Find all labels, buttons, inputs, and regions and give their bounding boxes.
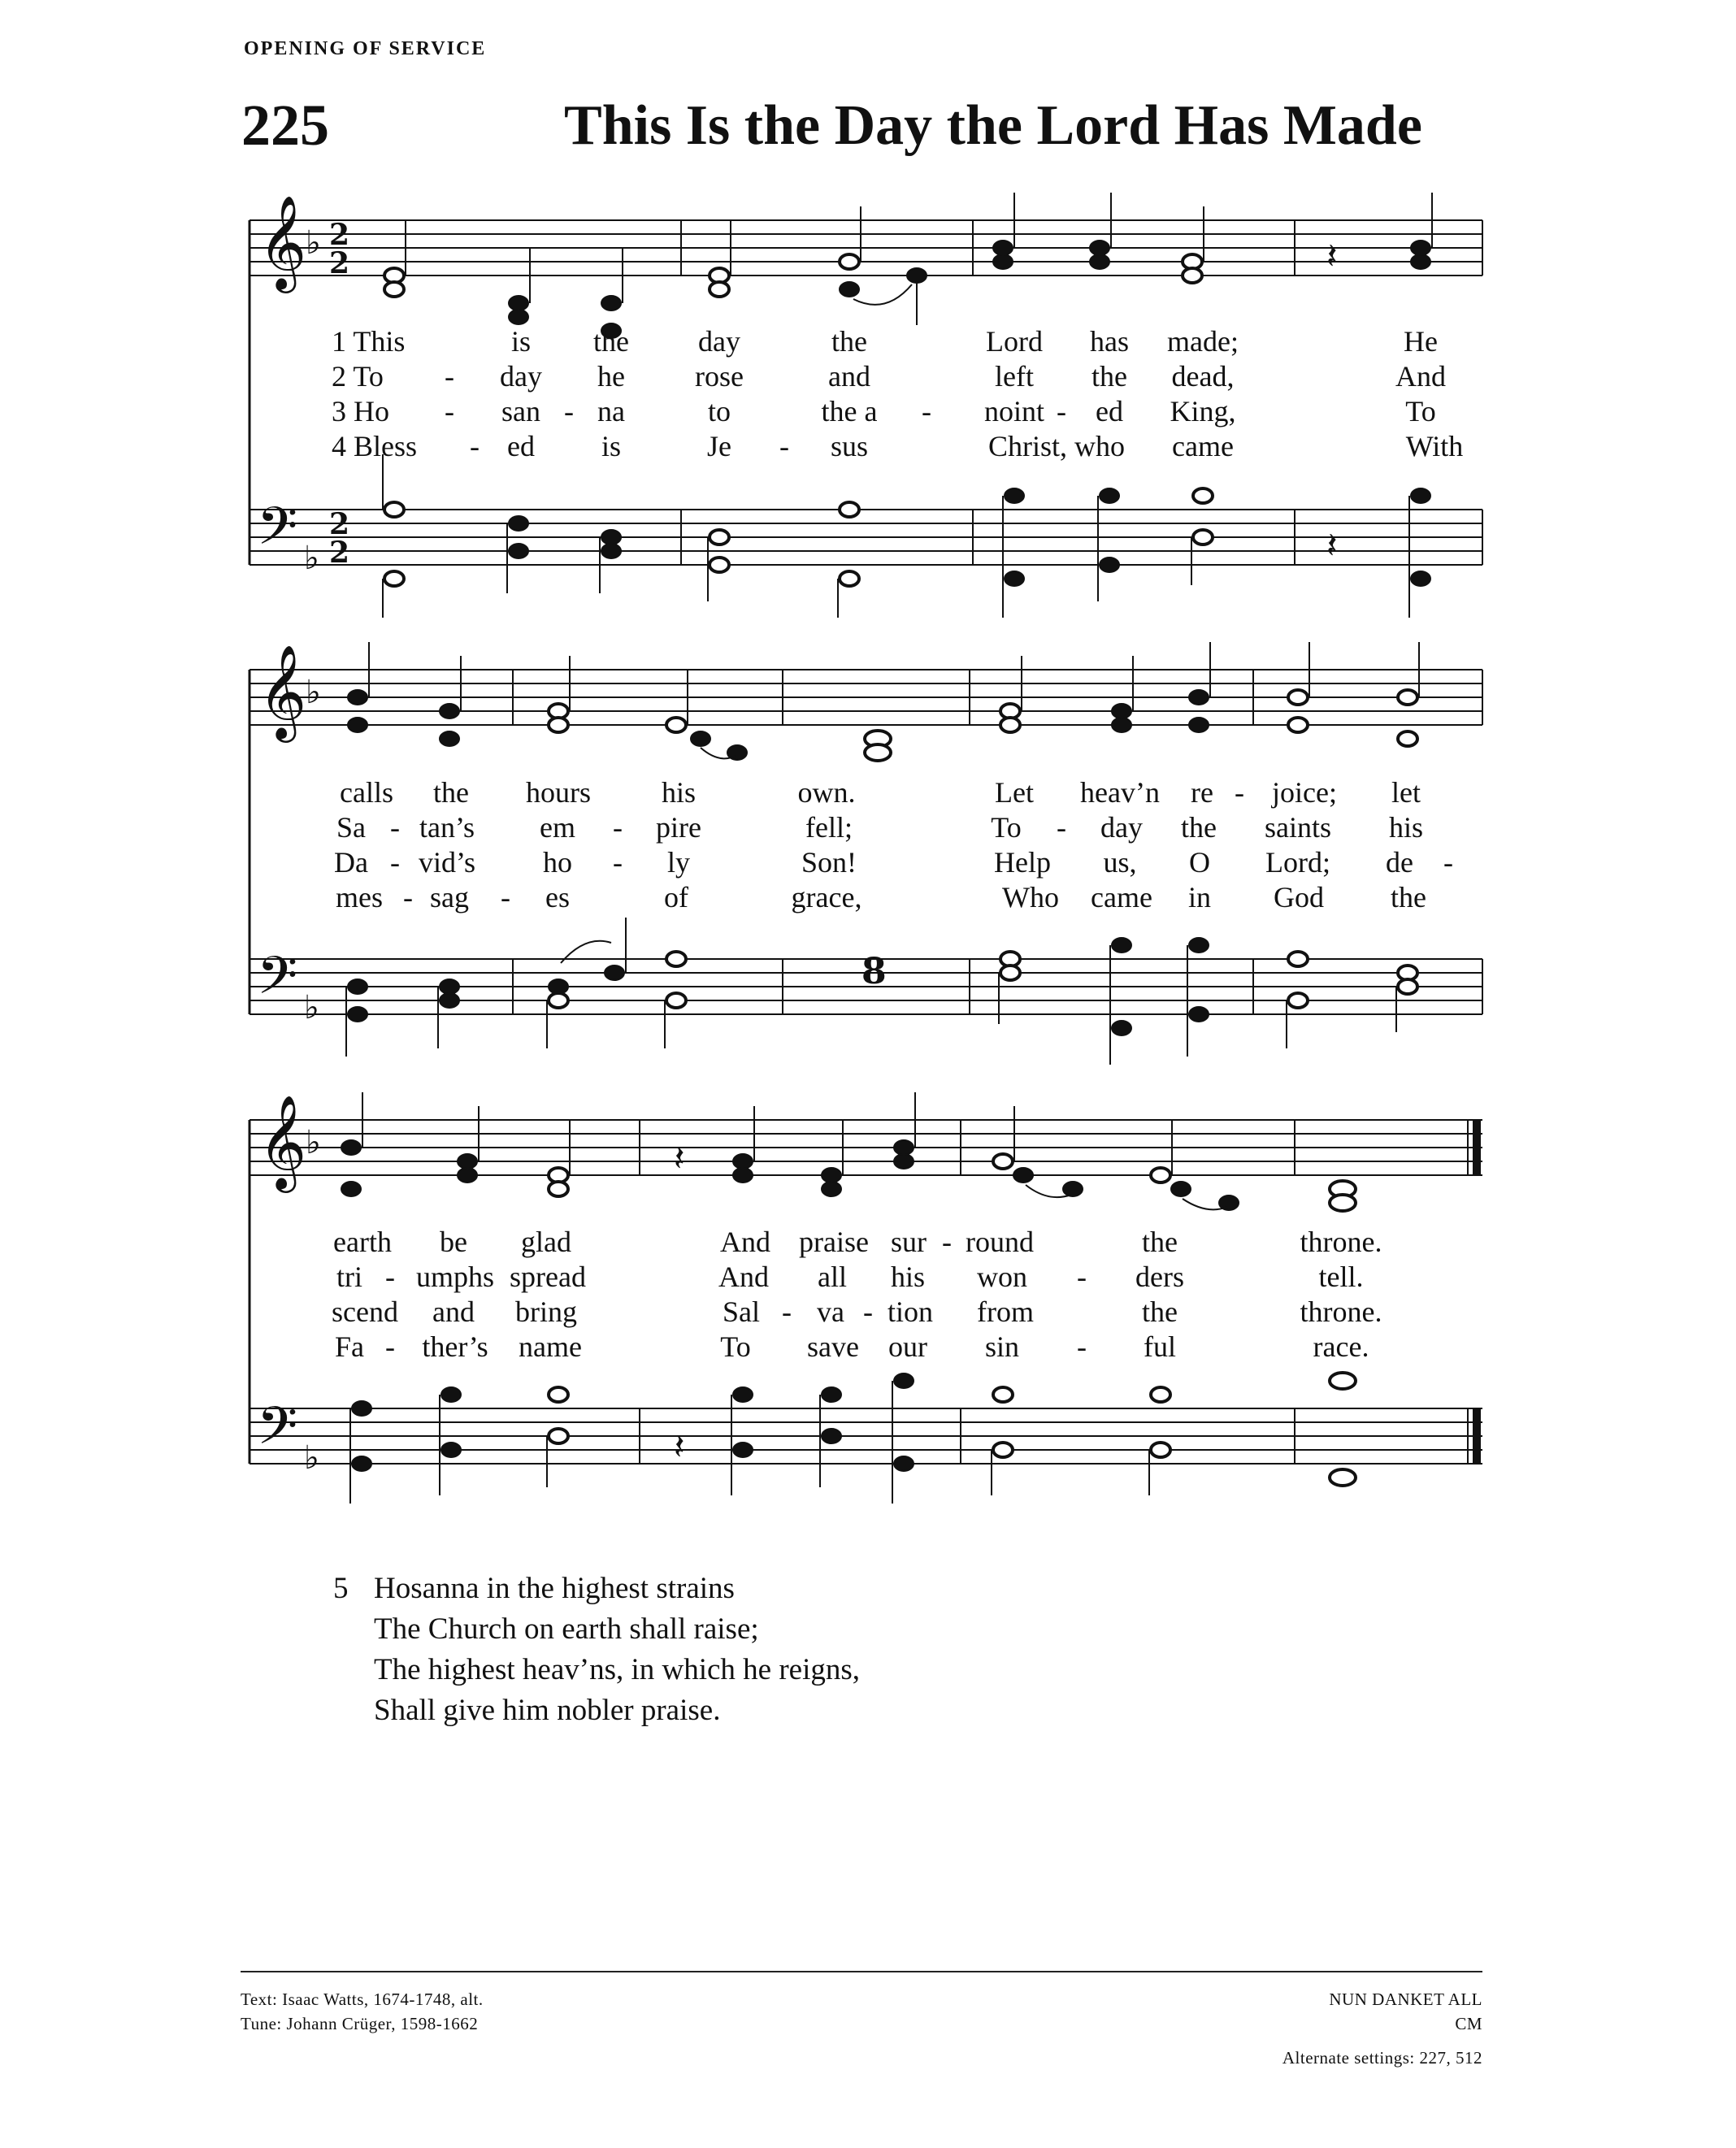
stanza-number: 5 bbox=[333, 1572, 349, 1605]
hymn-number: 225 bbox=[241, 93, 329, 158]
lyric: na bbox=[597, 395, 625, 427]
lyric: pire bbox=[656, 811, 701, 844]
svg-text:♭: ♭ bbox=[304, 540, 319, 577]
lyric: - bbox=[1057, 395, 1066, 427]
final-barline bbox=[1473, 1120, 1481, 1175]
staff-treble-1 bbox=[250, 220, 1482, 276]
lyric: in bbox=[1187, 881, 1212, 913]
lyric: our bbox=[888, 1330, 927, 1363]
lyric: to bbox=[707, 395, 731, 427]
text-credit: Text: Isaac Watts, 1674-1748, alt. bbox=[241, 1990, 484, 2009]
stanza-line: Shall give him nobler praise. bbox=[374, 1694, 721, 1727]
lyric: saints bbox=[1264, 811, 1332, 844]
lyric: va bbox=[817, 1295, 844, 1328]
svg-text:𝄢: 𝄢 bbox=[257, 946, 298, 1019]
lyric: - bbox=[390, 846, 400, 879]
lyric: sus bbox=[830, 430, 869, 462]
bass-clef-icon: 𝄢 bbox=[257, 497, 298, 570]
lyric: Sal bbox=[722, 1295, 761, 1328]
lyric: es bbox=[545, 881, 570, 913]
lyric: - bbox=[403, 881, 413, 913]
lyric: sag bbox=[430, 881, 469, 913]
lyric: he bbox=[597, 360, 625, 393]
lyric: - bbox=[779, 430, 789, 462]
lyric: tell. bbox=[1318, 1261, 1364, 1293]
lyric: round bbox=[966, 1226, 1034, 1258]
lyric: And bbox=[1395, 360, 1446, 393]
lyric: ther’s bbox=[422, 1330, 488, 1363]
lyric: - bbox=[922, 395, 931, 427]
lyric: fell; bbox=[805, 811, 853, 844]
lyric: 2 To bbox=[332, 360, 384, 393]
lyric: us, bbox=[1103, 846, 1137, 879]
lyric: the bbox=[1181, 811, 1217, 844]
lyric: Lord; bbox=[1265, 846, 1330, 879]
svg-text:𝄞: 𝄞 bbox=[258, 1094, 307, 1189]
lyric: To bbox=[991, 811, 1022, 844]
lyric: the bbox=[1391, 881, 1426, 913]
lyric: He bbox=[1404, 325, 1438, 358]
lyric: all bbox=[818, 1261, 847, 1293]
lyric: O bbox=[1189, 846, 1210, 879]
lyric: save bbox=[807, 1330, 859, 1363]
lyric: won bbox=[977, 1261, 1027, 1293]
lyric: joice; bbox=[1272, 776, 1337, 809]
lyric: san bbox=[501, 395, 540, 427]
lyric: throne. bbox=[1300, 1295, 1382, 1328]
lyric: spread bbox=[510, 1261, 586, 1293]
lyric: and bbox=[828, 360, 870, 393]
lyric: ly bbox=[666, 846, 691, 879]
lyric: - bbox=[445, 395, 454, 427]
svg-text:2: 2 bbox=[329, 218, 350, 252]
stanza-5 bbox=[333, 1569, 860, 1731]
lyric: - bbox=[863, 1295, 873, 1328]
lyric: Da bbox=[334, 846, 368, 879]
alternate-settings: Alternate settings: 227, 512 bbox=[1282, 2048, 1482, 2068]
lyric: tri bbox=[336, 1261, 362, 1293]
lyric: left bbox=[995, 360, 1034, 393]
lyric: sin bbox=[984, 1330, 1020, 1363]
flat-icon: ♭ bbox=[306, 224, 321, 262]
staff-bass-1 bbox=[250, 510, 1482, 565]
lyric: his bbox=[1388, 811, 1424, 844]
lyric: his bbox=[890, 1261, 926, 1293]
lyric: noint bbox=[983, 395, 1045, 427]
lyric: hours bbox=[526, 776, 591, 809]
lyric: the bbox=[433, 776, 469, 809]
lyric: ed bbox=[507, 430, 535, 462]
footer-rule bbox=[241, 1971, 1482, 1972]
svg-text:♭: ♭ bbox=[306, 1124, 321, 1161]
lyric: rose bbox=[695, 360, 744, 393]
lyric: from bbox=[977, 1295, 1034, 1328]
section-heading: OPENING OF SERVICE bbox=[244, 38, 487, 59]
staff-bass-3 bbox=[250, 1408, 1482, 1464]
lyric: - bbox=[470, 430, 480, 462]
staff-treble-3 bbox=[250, 1120, 1482, 1175]
lyric: - bbox=[445, 360, 454, 393]
svg-text:8: 8 bbox=[861, 951, 887, 992]
lyric: Let bbox=[995, 776, 1034, 809]
lyric: With bbox=[1405, 430, 1464, 462]
lyric: is bbox=[601, 430, 622, 462]
lyric: the bbox=[593, 325, 629, 358]
lyric: the bbox=[831, 325, 867, 358]
lyric: - bbox=[1077, 1261, 1087, 1293]
lyric: To bbox=[1405, 395, 1436, 427]
lyric: de bbox=[1386, 846, 1413, 879]
lyric: re bbox=[1191, 776, 1213, 809]
lyric: day bbox=[500, 360, 542, 393]
svg-text:♭: ♭ bbox=[306, 674, 321, 711]
lyric: the bbox=[1092, 360, 1127, 393]
lyric: - bbox=[501, 881, 510, 913]
lyric: the a bbox=[821, 395, 878, 427]
lyric: be bbox=[440, 1226, 467, 1258]
lyric: ed bbox=[1096, 395, 1123, 427]
lyric: the bbox=[1142, 1226, 1178, 1258]
lyric: - bbox=[385, 1330, 395, 1363]
lyric: the bbox=[1142, 1295, 1178, 1328]
rest-icon: 𝄽 bbox=[1326, 236, 1338, 277]
lyric: let bbox=[1391, 776, 1421, 809]
svg-text:2: 2 bbox=[329, 507, 350, 541]
lyric: calls bbox=[340, 776, 393, 809]
svg-text:2: 2 bbox=[329, 246, 350, 280]
lyric: made; bbox=[1167, 325, 1239, 358]
lyric: tion bbox=[887, 1295, 934, 1328]
lyric: To bbox=[720, 1330, 751, 1363]
lyric: vid’s bbox=[418, 846, 476, 879]
lyric: 3 Ho bbox=[332, 395, 389, 427]
svg-text:𝄽: 𝄽 bbox=[674, 1426, 685, 1468]
treble-clef-icon: 𝄞 bbox=[258, 194, 307, 289]
lyric: - bbox=[564, 395, 574, 427]
lyric: of bbox=[664, 881, 688, 913]
stanza-line: The highest heav’ns, in which he reigns, bbox=[374, 1653, 861, 1686]
lyric: race. bbox=[1313, 1330, 1369, 1363]
lyric: ho bbox=[543, 846, 572, 879]
lyric: scend bbox=[332, 1295, 398, 1328]
lyric: his bbox=[661, 776, 697, 809]
lyric: ful bbox=[1144, 1330, 1176, 1363]
lyric: own. bbox=[797, 776, 856, 809]
lyric: - bbox=[613, 811, 623, 844]
lyric: sur bbox=[891, 1226, 927, 1258]
lyric: glad bbox=[521, 1226, 571, 1258]
lyric: dead, bbox=[1171, 360, 1235, 393]
lyric: em bbox=[540, 811, 575, 844]
lyric: And bbox=[720, 1226, 770, 1258]
lyric: Son! bbox=[801, 846, 857, 879]
lyric: Christ, who bbox=[987, 430, 1126, 462]
lyric: - bbox=[1057, 811, 1066, 844]
lyric: name bbox=[519, 1330, 582, 1363]
lyric: - bbox=[942, 1226, 952, 1258]
svg-text:𝄽: 𝄽 bbox=[1326, 525, 1338, 566]
lyric: - bbox=[613, 846, 623, 879]
time-signature bbox=[329, 218, 349, 570]
lyric: tan’s bbox=[419, 811, 475, 844]
lyric: Lord bbox=[986, 325, 1043, 358]
lyric: earth bbox=[333, 1226, 392, 1258]
lyric: Help bbox=[994, 846, 1051, 879]
lyric: grace, bbox=[791, 881, 862, 913]
lyric: umphs bbox=[415, 1261, 495, 1293]
lyric: has bbox=[1090, 325, 1129, 358]
lyric: Fa bbox=[335, 1330, 364, 1363]
lyric: mes bbox=[336, 881, 383, 913]
svg-text:♭: ♭ bbox=[304, 989, 319, 1026]
lyric: God bbox=[1274, 881, 1324, 913]
lyric: - bbox=[390, 811, 400, 844]
lyric: day bbox=[1100, 811, 1143, 844]
lyric: King, bbox=[1170, 395, 1236, 427]
lyric: - bbox=[1443, 846, 1453, 879]
meter: CM bbox=[1455, 2014, 1482, 2033]
hymn-title: This Is the Day the Lord Has Made bbox=[564, 94, 1422, 157]
svg-text:𝄞: 𝄞 bbox=[258, 644, 307, 739]
lyric: is bbox=[510, 325, 532, 358]
lyric: praise bbox=[799, 1226, 869, 1258]
stanza-line: Hosanna in the highest strains bbox=[374, 1572, 735, 1605]
lyric: 1 This bbox=[332, 325, 406, 358]
lyric: throne. bbox=[1300, 1226, 1382, 1258]
lyric: heav’n bbox=[1080, 776, 1160, 809]
lyric: - bbox=[1077, 1330, 1087, 1363]
stanza-line: The Church on earth shall raise; bbox=[374, 1612, 759, 1646]
barlines-1 bbox=[681, 220, 1482, 565]
tune-name: NUN DANKET ALL bbox=[1329, 1990, 1482, 2009]
svg-text:♭: ♭ bbox=[304, 1439, 319, 1477]
lyric: Je bbox=[707, 430, 731, 462]
lyric: 4 Bless bbox=[332, 430, 418, 462]
lyric: - bbox=[385, 1261, 395, 1293]
tune-credit: Tune: Johann Crüger, 1598-1662 bbox=[241, 2014, 479, 2033]
lyric: - bbox=[782, 1295, 792, 1328]
lyric: ders bbox=[1135, 1261, 1184, 1293]
lyric: Who bbox=[1002, 881, 1059, 913]
lyric: came bbox=[1172, 430, 1234, 462]
lyric: bring bbox=[515, 1295, 577, 1328]
lyric: day bbox=[698, 325, 740, 358]
svg-text:𝄢: 𝄢 bbox=[257, 1396, 298, 1469]
lyric: and bbox=[432, 1295, 475, 1328]
lyric: Sa bbox=[336, 811, 366, 844]
svg-text:𝄽: 𝄽 bbox=[674, 1138, 685, 1179]
svg-text:2: 2 bbox=[329, 536, 350, 570]
lyric: And bbox=[718, 1261, 769, 1293]
lyric: - bbox=[1235, 776, 1244, 809]
lyric: came bbox=[1091, 881, 1152, 913]
